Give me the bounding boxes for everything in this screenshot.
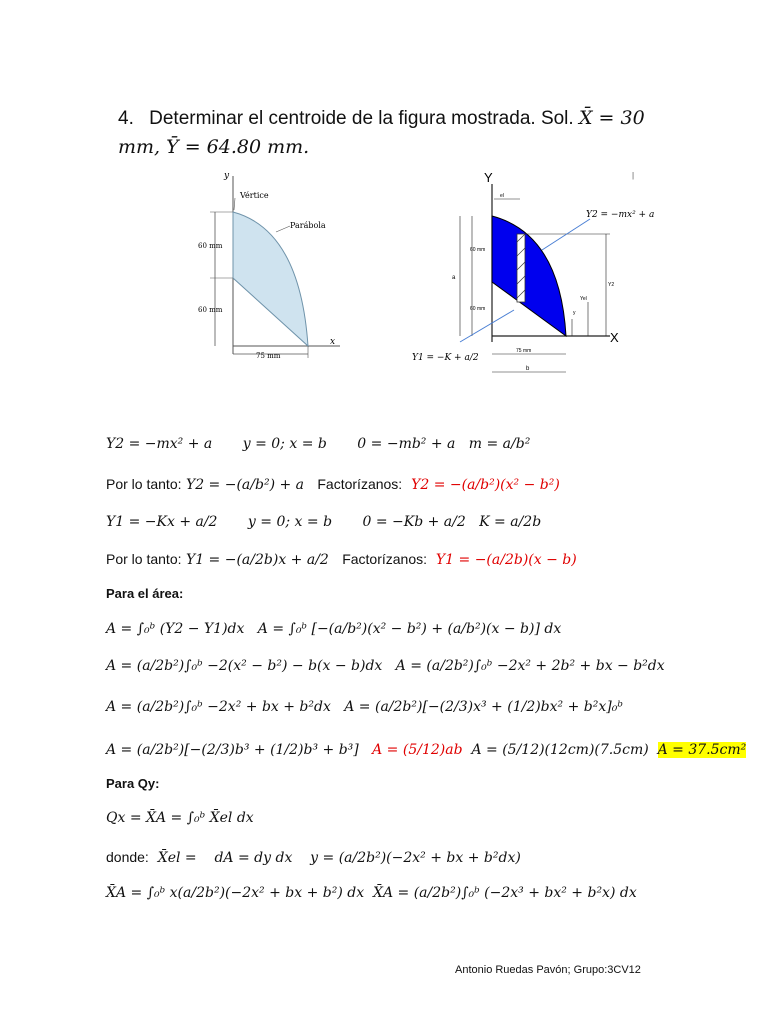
label-y: y [573, 310, 576, 316]
math-line-4: Por lo tanto: Y1 = −(a/2b)x + a/2 Factorízanos: Y1 = −(a/2b)(x − b) [106, 551, 577, 568]
math-line-2: Por lo tanto: Y2 = −(a/b²) + a Factorízanos: Y2 = −(a/b²)(x² − b²) [106, 476, 560, 493]
label-el: el [500, 193, 504, 199]
y2-equation: Y2 = −mx² + a [586, 210, 655, 220]
right-dim-top: 60 mm [470, 247, 486, 253]
label-a: a [452, 275, 456, 281]
area-heading: Para el área: [106, 586, 184, 601]
right-figure [400, 164, 670, 384]
problem-title [118, 104, 678, 162]
left-y-axis-label: y [224, 171, 230, 181]
area-line-1: A = ∫₀ᵇ (Y2 − Y1)dx A = ∫₀ᵇ [−(a/b²)(x² − b²) + (a/b²)(x − b)] dx [106, 621, 562, 637]
right-dim-width: 75 mm [516, 348, 532, 354]
left-dim-bottom: 60 mm [198, 306, 223, 314]
math-line-3: Y1 = −Kx + a/2 y = 0; x = b 0 = −Kb + a/2 K = a/2b [106, 514, 542, 530]
qy-line-3: X̄A = ∫₀ᵇ x(a/2b²)(−2x² + bx + b²) dx X̄A = (a/2b²)∫₀ᵇ (−2x³ + bx² + b²x) dx [106, 885, 637, 901]
right-x-axis-label: X [610, 330, 619, 345]
area-result-highlight: A = 37.5cm² [657, 742, 747, 758]
qy-line-1: Qx = X̄A = ∫₀ᵇ X̄el dx [106, 810, 254, 826]
left-dim-top: 60 mm [198, 242, 223, 250]
left-x-axis-label: x [330, 337, 336, 347]
qy-line-2: donde: X̄el = dA = dy dx y = (a/2b²)(−2x² + bx + b²dx) [106, 849, 521, 866]
problem-statement: Determinar el centroide de la figura mostrada. Sol. [149, 108, 574, 129]
tick-mark: | [632, 171, 635, 180]
area-line-3: A = (a/2b²)∫₀ᵇ −2x² + bx + b²dx A = (a/2b²)[−(2/3)x³ + (1/2)bx² + b²x]₀ᵇ [106, 699, 623, 715]
author-footer: Antonio Ruedas Pavón; Grupo:3CV12 [455, 964, 641, 976]
label-yel: Yel [580, 296, 587, 302]
y1-equation: Y1 = −K + a/2 [412, 353, 479, 363]
vertex-label: Vértice [240, 191, 269, 200]
area-line-4: A = (a/2b²)[−(2/3)b³ + (1/2)b³ + b³] A = (5/12)ab A = (5/12)(12cm)(7.5cm) A = 37.5cm² [106, 742, 747, 758]
parabola-label: Parábola [290, 221, 326, 230]
label-b: b [526, 366, 530, 372]
problem-number: 4. [118, 108, 134, 129]
left-figure [190, 168, 350, 368]
right-y-axis-label: Y [484, 170, 493, 185]
area-line-2: A = (a/2b²)∫₀ᵇ −2(x² − b²) − b(x − b)dx A = (a/2b²)∫₀ᵇ −2x² + 2b² + bx − b²dx [106, 658, 665, 674]
qy-heading: Para Qy: [106, 776, 160, 791]
label-y2: Y2 [608, 282, 615, 288]
right-dim-bottom: 60 mm [470, 306, 486, 312]
left-dim-width: 75 mm [256, 352, 281, 360]
math-line-1: Y2 = −mx² + a y = 0; x = b 0 = −mb² + a m = a/b² [106, 436, 531, 452]
problem-solution: X̄ = 30 mm, Ȳ = 64.80 mm. [118, 107, 645, 158]
